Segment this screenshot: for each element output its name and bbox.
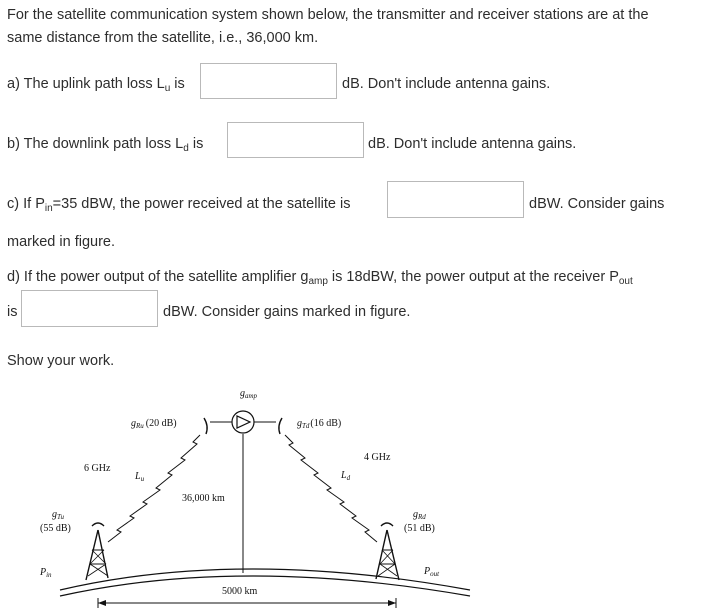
p-in-label: $P_{in}$ [40,567,52,579]
earth-surface-inner [60,576,470,596]
g-ru-label: $g_{Ru}$ (20 dB) [131,418,177,430]
satellite-power-input[interactable] [387,181,524,218]
g-rd-value: (51 dB) [404,523,435,534]
question-d-is: is [7,304,18,320]
g-tu-symbol: $g_{Tu}$ [52,509,65,521]
satellite-link-diagram [0,380,715,610]
g-amp-label: $g_{amp}$ [240,388,258,400]
question-d-prompt: d) If the power output of the satellite amplifier $g_{amp}$ is 18dBW, the power output at the receiver $P_{out}$ [7,269,633,287]
downlink-loss-label: $L_d$ [341,470,351,482]
uplink-frequency-label: 6 GHz [84,463,111,474]
g-td-label: $g_{Td}(16$ dB) [297,418,342,430]
intro-line-1: For the satellite communication system shown below, the transmitter and receiver stations are at the [7,7,649,23]
g-rd-symbol: $g_{Rd}$ [413,509,426,521]
question-b-suffix: dB. Don't include antenna gains. [368,136,577,152]
downlink-loss-input[interactable] [227,122,364,158]
question-a-suffix: dB. Don't include antenna gains. [342,76,551,92]
question-a-prompt: a) The uplink path loss $L_u$ is [7,76,185,94]
distance-label: 36,000 km [182,493,225,504]
intro-line-2: same distance from the satellite, i.e., 36,000 km. [7,30,319,46]
question-c-line-2: marked in figure. [7,234,115,250]
question-d-suffix: dBW. Consider gains marked in figure. [163,304,411,320]
question-c-prompt: c) If $P_{in}=35$ dBW, the power received at the satellite is [7,196,351,214]
transmitter-tower-icon [86,523,108,580]
p-out-label: $P_{out}$ [424,566,440,578]
question-b-prompt: b) The downlink path loss $L_d$ is [7,136,204,154]
ground-distance-label: 5000 km [222,586,258,597]
downlink-frequency-label: 4 GHz [364,452,391,463]
uplink-signal-path [108,435,200,542]
show-work-label: Show your work. [7,353,115,369]
question-c-suffix: dBW. Consider gains [529,196,665,212]
satellite-transmit-dish-icon [279,418,282,434]
receiver-power-input[interactable] [21,290,158,327]
uplink-loss-label: $L_u$ [135,471,145,483]
uplink-loss-input[interactable] [200,63,337,99]
receiver-tower-icon [376,523,399,580]
g-tu-value: (55 dB) [40,523,71,534]
satellite-receive-dish-icon [204,418,207,434]
